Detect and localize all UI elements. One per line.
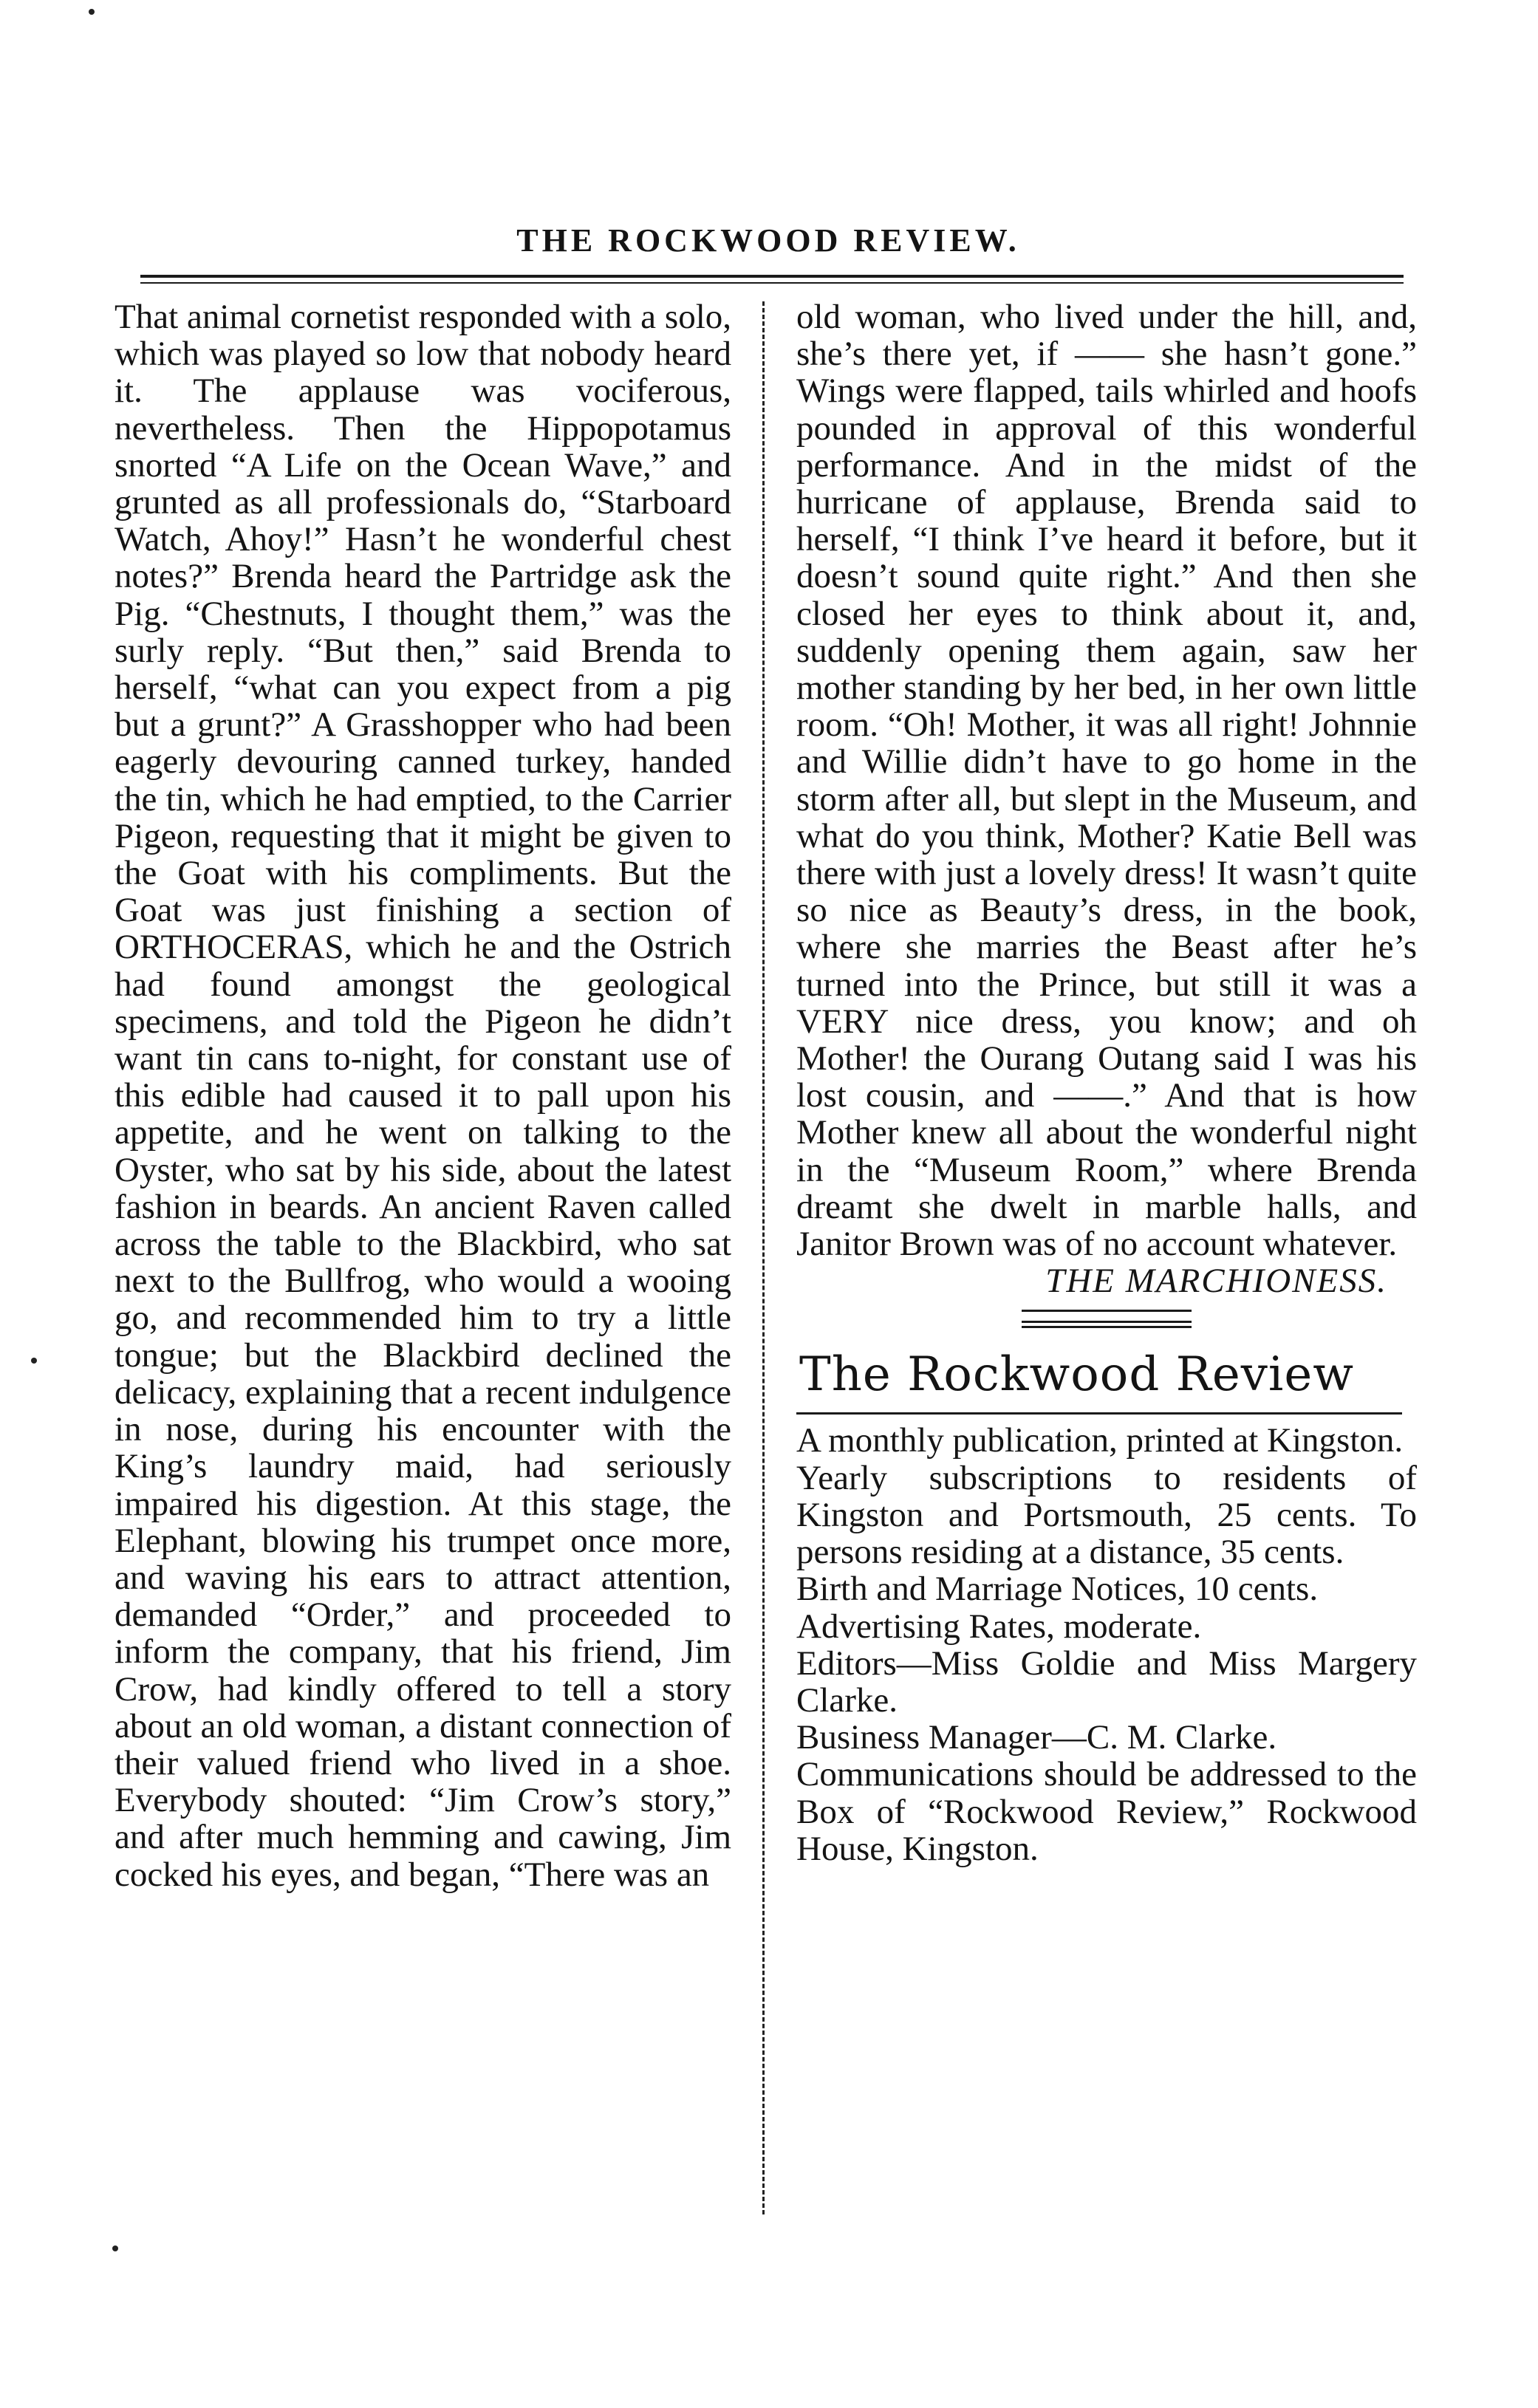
print-speck [89,9,95,15]
notice-communications: Communications should be addressed to the Box of “Rockwood Review,” Rockwood House, Kingston. [796,1755,1417,1868]
notice-publication: A monthly publication, printed at Kingston. [796,1421,1404,1460]
body-paragraph: That animal cornetist responded with a solo, which was played so low that nobody heard it. The applause was vociferous, nevertheless. Then the Hippopotamus snorted “A Life on the Ocean Wave,” and grunted as all professionals do, “Starboard Watch, Ahoy!” Hasn’t he wonderful chest notes?” Brenda heard the Partridge ask the Pig. “Chestnuts, I thought them,” was the surly reply. “But then,” said Brenda to herself, “what can you expect from a pig but a grunt?” A Grasshopper who had been eagerly devouring canned turkey, handed the tin, which he had emptied, to the Carrier Pigeon, requesting that it might be given to the Goat with his compliments. But the Goat was just finishing a section of ORTHOCERAS, which he and the Ostrich had found amongst the geological specimens, and told the Pigeon he didn’t want tin cans to-night, for constant use of this edible had caused it to pall upon his appetite, and he went on talking to the Oyster, who sat by his side, about the latest fashion in beards. An ancient Raven called across the table to the Blackbird, who sat next to the Bullfrog, who would a wooing go, and recommended him to try a little tongue; but the Blackbird declined the delicacy, explaining that a recent indulgence in nose, during his encounter with the King’s laundry maid, had seriously impaired his digestion. At this stage, the Elephant, blowing his trumpet once more, and waving his ears to attract attention, demanded “Order,” and proceeded to inform the company, that his friend, Jim Crow, had kindly offered to tell a story about an old woman, a distant connection of their valued friend who lived in a shoe. Everybody shouted: “Jim Crow’s story,” and after much hemming and cawing, Jim cocked his eyes, and began, “There was an [115,298,731,1894]
story-conclusion: old woman, who lived under the hill, and, she’s there yet, if —— she hasn’t gone.” Wings were flapped, tails whirled and hoofs pounded in approval of this wonderful performance. And in the midst of the hurricane of applause, Brenda said to herself, “I think I’ve heard it before, but it doesn’t sound quite right.” And then she closed her eyes to think about it, and, suddenly opening them again, saw her mother standing by her bed, in her own little room. “Oh! Mother, it was all right! Johnnie and Willie didn’t have to go home in the storm after all, but slept in the Museum, and what do you think, Mother? Katie Bell was there with just a lovely dress! It wasn’t quite so nice as Beauty’s dress, in the book, where she marries the Beast after he’s turned into the Prince, but still it was a VERY nice dress, you know; and oh Mother! the Ourang Outang said I was his lost cousin, and ——.” And that is how Mother knew all about the wonderful night in the “Museum Room,” where Brenda dreamt she dwelt in marble halls, and Janitor Brown was of no account whatever. [796,298,1417,1264]
left-column [115,298,731,1893]
ornamental-rule [1022,1310,1192,1323]
author-signature: THE MARCHIONESS. [1045,1262,1387,1301]
ornamental-rule-lower [1022,1326,1192,1328]
notice-birth-marriage: Birth and Marriage Notices, 10 cents. [796,1570,1319,1609]
notice-editors: Editors—Miss Goldie and Miss Margery Clarke. [796,1643,1417,1720]
masthead-rule-thin [140,282,1404,284]
notice-business-manager: Business Manager—C. M. Clarke. [796,1718,1277,1757]
review-nameplate: The Rockwood Review [799,1347,1354,1403]
column-divider [762,301,765,2214]
print-speck [112,2245,118,2251]
masthead-title: THE ROCKWOOD REVIEW. [516,222,1020,259]
print-speck [31,1358,37,1364]
masthead-rule-thick [140,275,1404,278]
nameplate-rule [796,1412,1402,1415]
notice-subscriptions: Yearly subscriptions to residents of Kingston and Portsmouth, 25 cents. To persons residing at a distance, 35 cents. [796,1458,1417,1572]
notice-advertising: Advertising Rates, moderate. [796,1607,1202,1646]
right-column [796,298,1417,1867]
